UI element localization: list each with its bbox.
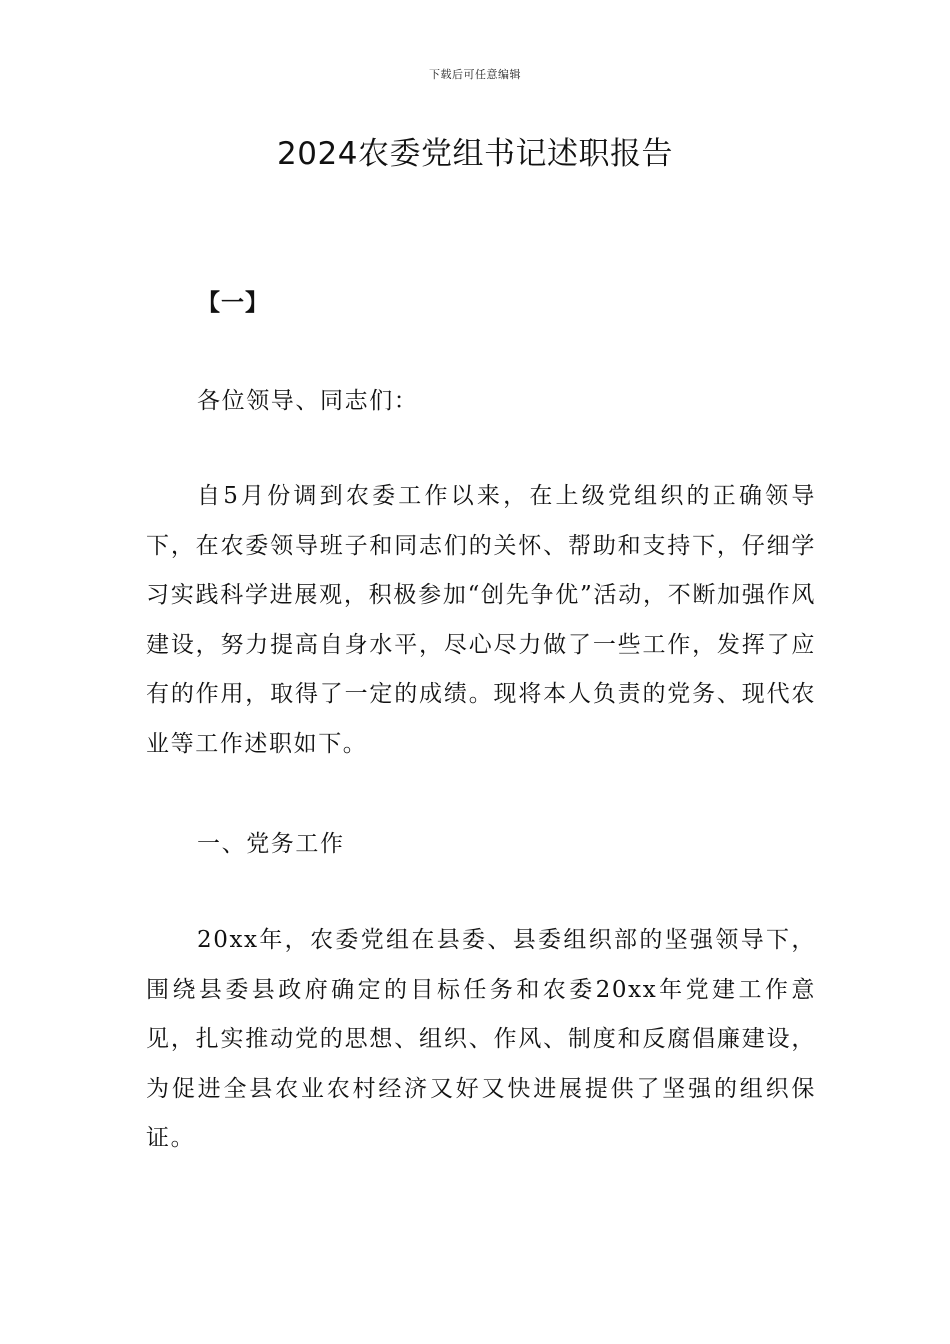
section-marker: 【一】: [197, 290, 269, 316]
section-heading-party-affairs: 一、党务工作: [197, 831, 345, 857]
document-title: 2024农委党组书记述职报告: [277, 136, 673, 172]
greeting-paragraph: 各位领导、同志们：: [197, 388, 419, 414]
party-affairs-paragraph: 20xx年，农委党组在县委、县委组织部的坚强领导下，围绕县委县政府确定的目标任务和农委20xx年党建工作意见，扎实推动党的思想、组织、作风、制度和反腐倡廉建设，为促进全县农业农村经济又好又快进展提供了坚强的组织保证。: [146, 927, 816, 1152]
download-note: 下载后可任意编辑: [429, 68, 521, 81]
intro-paragraph: 自5月份调到农委工作以来，在上级党组织的正确领导下，在农委领导班子和同志们的关怀、帮助和支持下，仔细学习实践科学进展观，积极参加“创先争优”活动，不断加强作风建设，努力提高自身水平，尽心尽力做了一些工作，发挥了应有的作用，取得了一定的成绩。现将本人负责的党务、现代农业等工作述职如下。: [146, 483, 816, 757]
